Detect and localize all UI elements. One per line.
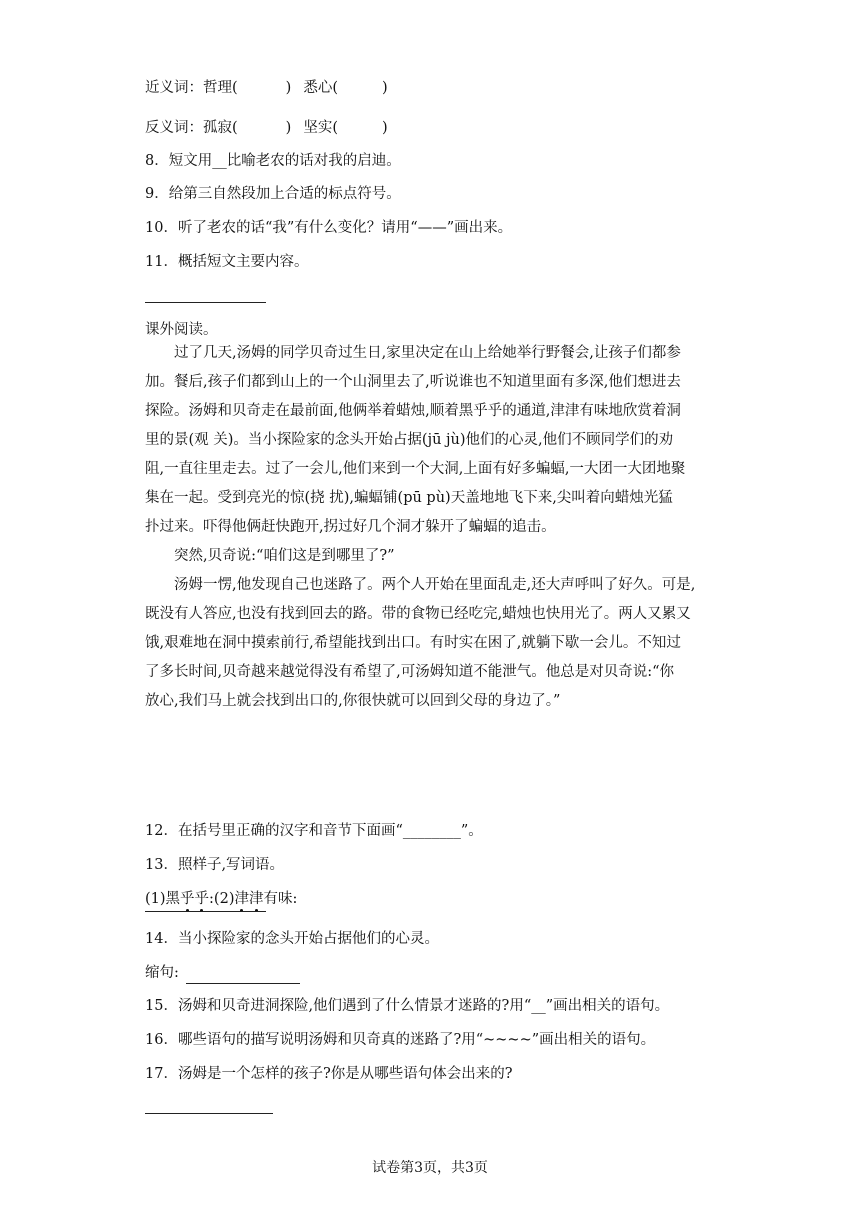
bracket-close: ) <box>382 80 388 96</box>
question-15: 15．汤姆和贝奇进洞探险,他们遇到了什么情景才迷路的?用“__”画出相关的语句。 <box>145 998 670 1014</box>
bracket-close: ) <box>285 120 292 136</box>
synonym-word-2: 悉心( <box>303 80 339 96</box>
antonym-line <box>145 118 388 138</box>
passage-line: 汤姆一愣,他发现自己也迷路了。两个人开始在里面乱走,还大声呼叫了好久。可是, <box>174 577 696 593</box>
passage-line: 了多长时间,贝奇越来越觉得没有希望了,可汤姆知道不能泄气。他总是对贝奇说:“你 <box>145 664 675 680</box>
passage-line: 饿,艰难地在洞中摸索前行,希望能找到出口。有时实在困了,就躺下歇一会儿。不知过 <box>145 635 681 651</box>
question-9: 9．给第三自然段加上合适的标点符号。 <box>145 186 401 202</box>
question-8: 8．短文用__比喻老农的话对我的启迪。 <box>145 153 401 169</box>
passage-line: 既没有人答应,也没有找到回去的路。带的食物已经吃完,蜡烛也快用光了。两人又累又 <box>145 606 691 622</box>
answer-line[interactable] <box>145 911 266 912</box>
passage-line: 阻,一直往里走去。过了一会儿,他们来到一个大洞,上面有好多蝙蝠,一大团一大团地聚 <box>145 461 686 477</box>
passage-line: 扑过来。吓得他俩赶快跑开,拐过好几个洞才躲开了蝙蝠的追击。 <box>145 519 556 535</box>
passage-line: 突然,贝奇说:“咱们这是到哪里了?” <box>174 548 395 564</box>
question-13: 13．照样子,写词语。 <box>145 857 285 873</box>
section-title: 课外阅读。 <box>145 322 218 338</box>
bracket-close: ) <box>382 120 388 136</box>
question-17: 17．汤姆是一个怎样的孩子?你是从哪些语句体会出来的? <box>145 1066 513 1082</box>
answer-line[interactable] <box>145 1113 273 1114</box>
synonym-line <box>145 78 388 98</box>
synonym-word-1: 哲理( <box>203 80 238 96</box>
passage-line: 里的景(观 关)。当小探险家的念头开始占据(jū jù)他们的心灵,他们不顾同学们的劝 <box>145 432 674 448</box>
antonym-word-1: 孤寂( <box>203 120 238 136</box>
question-14: 14．当小探险家的念头开始占据他们的心灵。 <box>145 931 439 947</box>
answer-line[interactable] <box>186 983 300 984</box>
reading-passage <box>145 339 723 716</box>
antonym-word-2: 坚实( <box>303 120 339 136</box>
answer-line[interactable] <box>145 302 266 303</box>
question-11: 11．概括短文主要内容。 <box>145 254 309 270</box>
example-word-2: 津津有味 <box>234 891 293 907</box>
page-footer: 试卷第3页，共3页 <box>372 1160 488 1176</box>
passage-line: 放心,我们马上就会找到出口的,你很快就可以回到父母的身边了。” <box>145 693 561 709</box>
synonym-label: 近义词： <box>145 80 203 96</box>
passage-line: 探险。汤姆和贝奇走在最前面,他俩举着蜡烛,顺着黑乎乎的通道,津津有味地欣赏着洞 <box>145 403 681 419</box>
question-10: 10．听了老农的话“我”有什么变化？请用“——”画出来。 <box>145 220 513 236</box>
passage-line: 加。餐后,孩子们都到山上的一个山洞里去了,听说谁也不知道里面有多深,他们想进去 <box>145 374 681 390</box>
question-12: 12．在括号里正确的汉字和音节下面画“________”。 <box>145 823 483 839</box>
antonym-label: 反义词： <box>145 120 203 136</box>
question-16: 16．哪些语句的描写说明汤姆和贝奇真的迷路了?用“~~~~”画出相关的语句。 <box>145 1032 656 1048</box>
passage-line: 过了几天,汤姆的同学贝奇过生日,家里决定在山上给她举行野餐会,让孩子们都参 <box>174 345 681 361</box>
bracket-close: ) <box>285 80 292 96</box>
example-word-1: 黑乎乎 <box>165 891 210 907</box>
passage-line: 集在一起。受到亮光的惊(挠 扰),蝙蝠铺(pū pù)天盖地地飞下来,尖叫着向蜡烛光猛 <box>145 490 673 506</box>
question-13-examples: (1)黑乎乎:(2)津津有味: <box>145 891 298 907</box>
condense-label: 缩句: <box>145 965 179 981</box>
